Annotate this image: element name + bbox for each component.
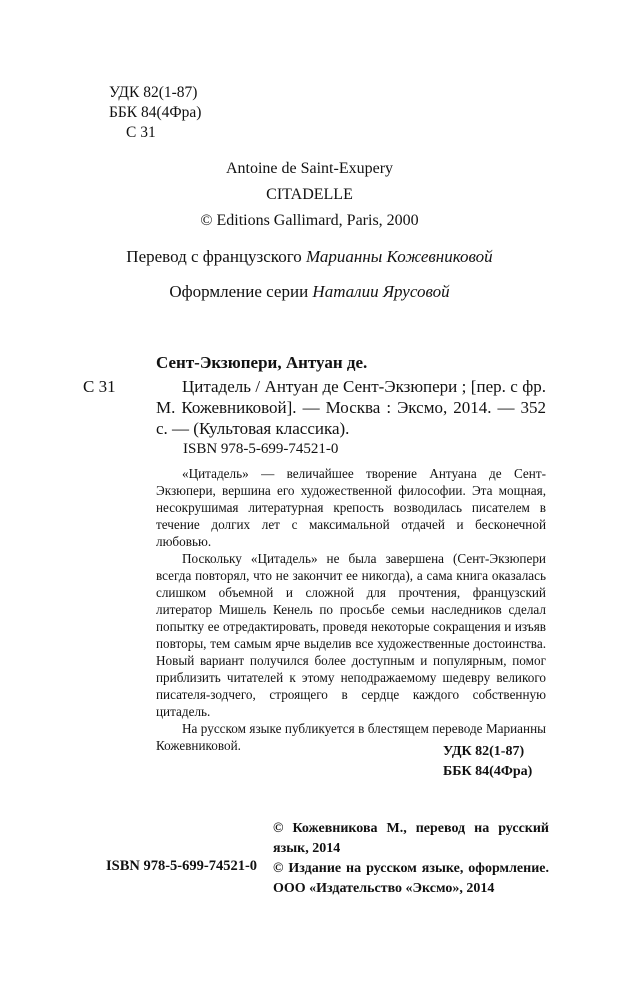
classification-udk: УДК 82(1-87) [443, 744, 525, 759]
annotation [156, 465, 546, 754]
design-credit [0, 282, 619, 302]
original-copyright: © Editions Gallimard, Paris, 2000 [200, 212, 419, 229]
udk-bbk-block [109, 83, 201, 143]
record-isbn: ISBN 978-5-699-74521-0 [183, 441, 339, 457]
record-code: С 31 [83, 377, 116, 396]
udk-code: УДК 82(1-87) [109, 84, 198, 101]
annotation-paragraph-3: На русском языке публикуется в блестящем переводе Марианны Кожевниковой. [156, 721, 546, 753]
copyright-edition: © Издание на русском языке, оформление. ООО «Издательство «Эксмо», 2014 [273, 861, 549, 896]
translation-credit [0, 247, 619, 267]
annotation-paragraph-2: Поскольку «Цитадель» не была завершена (Сент-Экзюпери всегда повторял, что не закончит ее никогда), а сама книга оказалась слишком объемной и сложной для прочтения, французский литератор Мишель Кенель по просьбе семьи наследников сделал попытку ее отредактировать, проведя некоторые сокращения и изъяв повторы, тем самым ярче выделив все художественные достоинства. Новый вариант получился более доступным и популярным, помог приблизить читателей к этому неподражаемому шедевру великого писателя-зодчего, строящего в сердце каждого собственную цитадель. [156, 551, 546, 719]
footer-isbn: ISBN 978-5-699-74521-0 [106, 858, 258, 874]
annotation-paragraph-1: «Цитадель» — величайшее творение Антуана де Сент-Экзюпери, вершина его художественной философии. Эта мощная, несокрушимая литературная крепость возводилась писателем в течение долгих лет с максимальной отдачей и бесконечной любовью. [156, 466, 546, 549]
copyright-translation: © Кожевникова М., перевод на русский язык, 2014 [273, 821, 549, 856]
original-title: CITADELLE [266, 186, 353, 203]
translator-name: Марианны Кожевниковой [306, 247, 493, 266]
design-label: Оформление серии [169, 282, 309, 301]
original-author: Antoine de Saint-Exupery [225, 160, 394, 177]
record-description: Цитадель / Антуан де Сент-Экзюпери ; [пер. с фр. М. Кожевниковой]. — Москва : Эксмо, 2014. — 352 с. — (Культовая классика). [156, 377, 546, 438]
bbk-code: ББК 84(4Фра) [109, 104, 202, 121]
translation-label: Перевод с французского [126, 247, 302, 266]
designer-name: Наталии Ярусовой [312, 282, 450, 301]
record-author: Сент-Экзюпери, Антуан де. [156, 353, 368, 372]
copyright-block [273, 819, 549, 899]
classification-block [443, 742, 532, 782]
author-mark: С 31 [126, 124, 156, 141]
classification-bbk: ББК 84(4Фра) [443, 764, 533, 779]
